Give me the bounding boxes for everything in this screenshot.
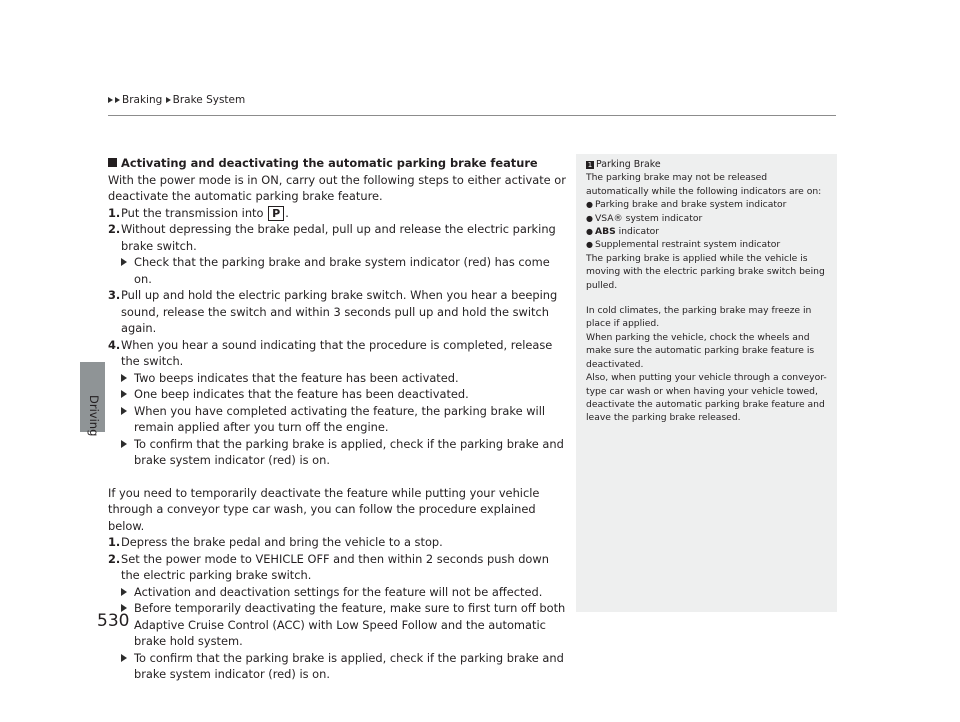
arrow-icon — [121, 604, 127, 612]
arrow-icon — [121, 440, 127, 448]
step-number: 1. — [108, 535, 121, 549]
note-bullet — [586, 238, 827, 251]
gear-p-key: P — [268, 206, 284, 221]
note-bullet — [586, 198, 827, 211]
section-heading — [108, 155, 568, 172]
step-item — [108, 205, 568, 222]
breadcrumb-arrow-icon — [115, 97, 120, 103]
step-text: Put the transmission into — [121, 205, 268, 220]
arrow-icon — [121, 407, 127, 415]
bullet-text: indicator — [615, 226, 660, 238]
sub-text: To confirm that the parking brake is applied, check if the parking brake and brake system indicator (red) is on. — [134, 650, 564, 681]
arrow-icon — [121, 390, 127, 398]
step-sub-item — [108, 436, 568, 469]
step-sub-item — [108, 370, 568, 387]
bullet-text: VSA® system indicator — [594, 212, 703, 224]
arrow-icon — [121, 588, 127, 596]
step-item — [108, 337, 568, 370]
arrow-icon — [121, 258, 127, 266]
abs-label: ABS — [594, 226, 616, 238]
breadcrumb-arrow-icon — [108, 97, 113, 103]
arrow-icon — [121, 374, 127, 382]
note-paragraph: In cold climates, the parking brake may freeze in place if applied. — [586, 305, 812, 330]
sub-text: Activation and deactivation settings for the feature will not be affected. — [134, 584, 543, 599]
step-item — [108, 534, 568, 551]
step-number: 4. — [108, 337, 121, 352]
sub-text: Check that the parking brake and brake system indicator (red) has come on. — [134, 255, 550, 286]
note-marker-icon: 1 — [587, 161, 593, 169]
step-number: 3. — [108, 288, 121, 302]
note-paragraph: Also, when putting your vehicle through a conveyor-type car wash or when having your vehicle towed, deactivate the automatic parking brake feature and leave the parking brake released. — [586, 372, 827, 424]
step-item — [108, 287, 568, 337]
breadcrumb — [108, 94, 245, 106]
section-heading-text: Activating and deactivating the automatic parking brake feature — [121, 156, 538, 170]
section-square-icon — [108, 158, 117, 167]
header-divider — [108, 115, 836, 116]
section-tab-label: Driving — [87, 395, 101, 437]
bullet-text: Parking brake and brake system indicator — [594, 199, 787, 211]
step-item — [108, 551, 568, 584]
step-sub-item — [108, 254, 568, 287]
step-number: 2. — [108, 222, 121, 236]
step-text-end: . — [285, 205, 289, 220]
intro-paragraph: With the power mode is in ON, carry out the following steps to either activate or deactivate the automatic parking brake feature. — [108, 172, 566, 203]
note-title-text: Parking Brake — [596, 159, 661, 170]
step-sub-item — [108, 386, 568, 403]
note-bullet — [586, 212, 827, 225]
bullet-text: Supplemental restraint system indicator — [594, 239, 781, 251]
step-sub-item — [108, 584, 568, 601]
note-bullet — [586, 225, 827, 238]
paragraph-gap — [108, 469, 568, 485]
breadcrumb-item-braking[interactable]: Braking — [122, 94, 163, 106]
main-content — [108, 155, 568, 683]
step-text: Set the power mode to VEHICLE OFF and then within 2 seconds push down the electric parking brake switch. — [121, 551, 549, 582]
note-gap — [586, 292, 827, 304]
note-intro: The parking brake may not be released automatically while the following indicators are on: — [586, 172, 822, 197]
step-number: 1. — [108, 205, 121, 220]
note-title — [586, 158, 827, 171]
side-note-panel — [576, 154, 837, 612]
breadcrumb-arrow-icon — [166, 97, 171, 103]
intro2-paragraph: If you need to temporarily deactivate the feature while putting your vehicle through a conveyor type car wash, you can follow the procedure explained below. — [108, 485, 540, 533]
note-paragraph: The parking brake is applied while the vehicle is moving with the electric parking brake switch being pulled. — [586, 252, 825, 291]
arrow-icon — [121, 654, 127, 662]
sub-text: Before temporarily deactivating the feature, make sure to first turn off both Adaptive Cruise Control (ACC) with Low Speed Follow and the automatic brake hold system. — [134, 601, 566, 648]
sub-text: Two beeps indicates that the feature has been activated. — [134, 370, 459, 385]
page-number: 530 — [97, 611, 130, 631]
step-sub-item — [108, 403, 568, 436]
breadcrumb-item-brake-system[interactable]: Brake System — [172, 94, 246, 106]
sub-text: One beep indicates that the feature has been deactivated. — [134, 387, 469, 401]
step-text: Depress the brake pedal and bring the vehicle to a stop. — [121, 535, 443, 549]
note-paragraph: When parking the vehicle, chock the wheels and make sure the automatic parking brake feature is deactivated. — [586, 331, 815, 370]
sub-text: To confirm that the parking brake is applied, check if the parking brake and brake system indicator (red) is on. — [134, 436, 564, 467]
step-sub-item — [108, 650, 568, 683]
step-text: Pull up and hold the electric parking brake switch. When you hear a beeping sound, release the switch and within 3 seconds pull up and hold the switch again. — [121, 288, 558, 335]
step-number: 2. — [108, 551, 121, 566]
step-item — [108, 221, 568, 254]
step-text: When you hear a sound indicating that the procedure is completed, release the switch. — [121, 337, 553, 368]
step-sub-item — [108, 600, 568, 650]
step-text: Without depressing the brake pedal, pull up and release the electric parking brake switch. — [121, 222, 556, 253]
sub-text: When you have completed activating the feature, the parking brake will remain applied after you turn off the engine. — [134, 403, 546, 434]
